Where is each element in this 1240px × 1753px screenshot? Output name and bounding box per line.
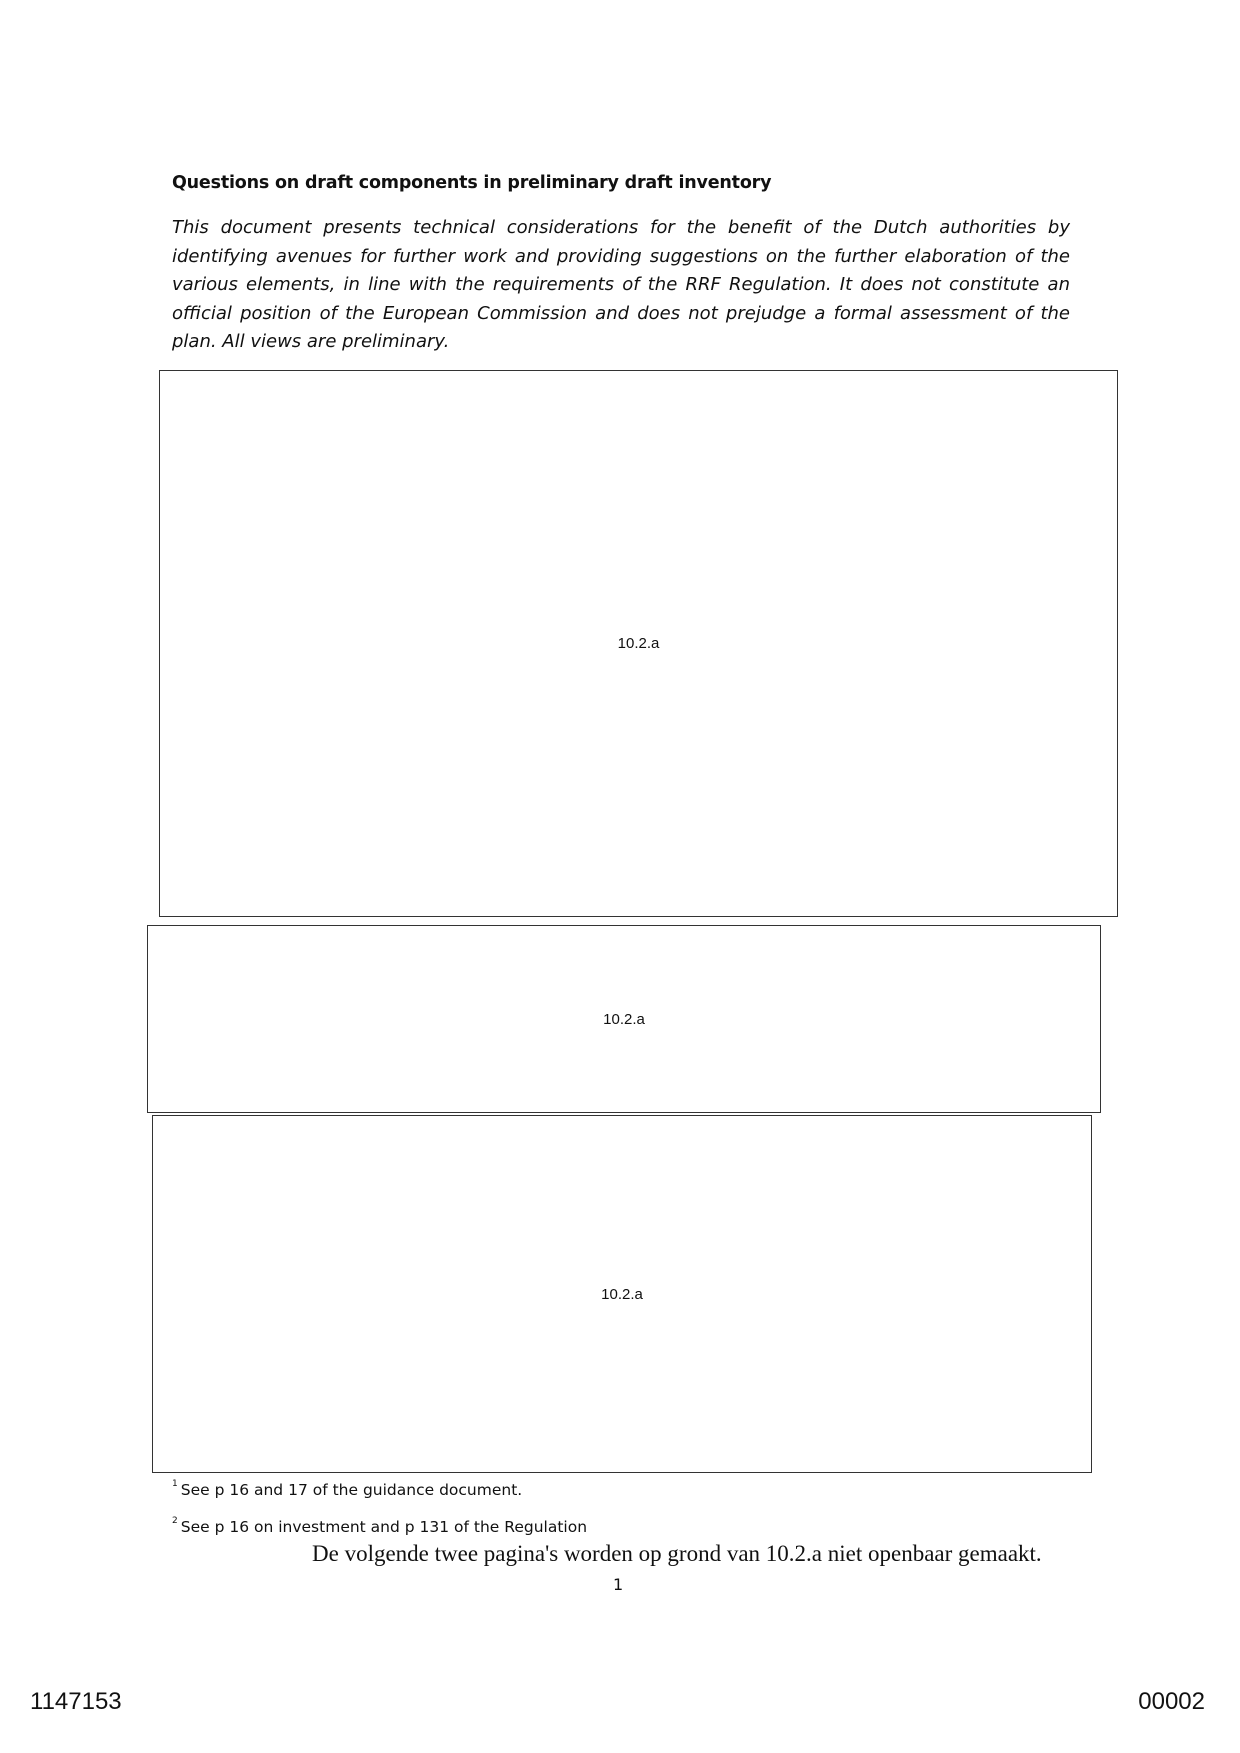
page-number: 1	[613, 1575, 624, 1594]
footnote	[172, 1481, 522, 1499]
redaction-box	[147, 925, 1101, 1113]
footnote-marker: 1	[172, 1479, 178, 1489]
footnote	[172, 1518, 587, 1536]
footnote-text: See p 16 and 17 of the guidance document.	[180, 1481, 523, 1499]
redaction-label: 10.2.a	[601, 1285, 643, 1303]
document-id-right: 00002	[1138, 1688, 1205, 1715]
footnote-marker: 2	[172, 1516, 178, 1526]
document-id-left: 1147153	[30, 1688, 122, 1715]
intro-paragraph: This document presents technical considerations for the benefit of the Dutch authorities by identifying avenues for further work and providing suggestions on the further elaboration of the various elements, in line with the requirements of the RRF Regulation. It does not constitute an official position of the European Commission and does not prejudge a formal assessment of the plan. All views are preliminary.	[172, 217, 1070, 352]
redaction-box	[152, 1115, 1092, 1473]
redaction-box	[159, 370, 1118, 917]
footnote-text: See p 16 on investment and p 131 of the Regulation	[180, 1518, 588, 1536]
document-heading: Questions on draft components in preliminary draft inventory	[172, 173, 772, 193]
withheld-pages-notice: De volgende twee pagina's worden op grond van 10.2.a niet openbaar gemaakt.	[312, 1541, 1042, 1566]
redaction-label: 10.2.a	[617, 635, 660, 652]
redaction-label: 10.2.a	[603, 1010, 645, 1028]
